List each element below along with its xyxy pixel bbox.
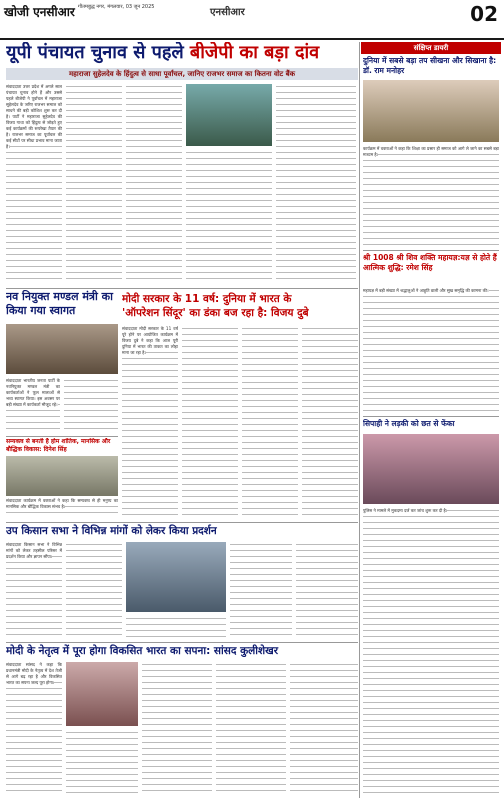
story4-body-text: संवाददाता मोदी सरकार के 11 वर्ष पूरे होने पर आयोजित कार्यक्रम में विजय दुबे ने कहा कि आज पूरी दुनिया में भारत की ताकत का लोहा माना जा रहा है।: [122, 326, 178, 355]
rule-1: [6, 288, 358, 289]
section-name: एनसीआर: [210, 7, 245, 18]
story5-body-col1: [6, 542, 62, 638]
sidebar-body-3: [363, 508, 499, 796]
sidebar-body-3-text: पुलिस ने मामले में मुकदमा दर्ज कर जांच शुरू कर दी है।: [363, 508, 448, 513]
story5-body-col3: [126, 616, 226, 638]
lead-headline: [6, 42, 358, 64]
story6-body-col1: [6, 662, 62, 796]
story4-body-col2: [182, 326, 238, 518]
story4-headline-b: 'ऑपरेशन सिंदूर' का डंका बज रहा है: विजय दुबे: [122, 307, 309, 319]
sidebar-rule: [359, 42, 360, 798]
lead-headline-b: बीजेपी का बड़ा दांव: [189, 42, 320, 63]
story3-body: [6, 498, 118, 518]
lead-body-col3: [126, 84, 182, 284]
story6-headline: मोदी के नेतृत्व में पूरा होगा विकसित भारत का सपना: सांसद कुलीशेखर: [6, 645, 278, 657]
story4-body-col1: [122, 326, 178, 518]
story2-body-text: संवाददाता भारतीय जनता पार्टी के नवनियुक्त मण्डल मंत्री का कार्यकर्ताओं ने फूल मालाओं से भव्य स्वागत किया। इस अवसर पर बड़ी संख्या में कार्यकर्ता मौजूद रहे।: [6, 378, 60, 407]
story5-body-col4: [230, 542, 292, 638]
story2-headline: नव नियुक्त मण्डल मंत्री का किया गया स्वागत: [6, 290, 113, 317]
story3-headline-a: सम्यक्त्व से बनती है होम शांतिक,: [6, 438, 79, 445]
sidebar-photo-1: [363, 80, 499, 142]
story6-body-col2: [66, 730, 138, 796]
story3-headline: [6, 438, 118, 455]
sidebar-photo-2: [363, 434, 499, 504]
masthead: [0, 0, 504, 40]
sidebar-rule-1: [363, 250, 499, 251]
lead-body-col2: [66, 84, 122, 284]
story6-photo: [66, 662, 138, 726]
sidebar-rule-2: [363, 416, 499, 417]
lead-subhead: महाराजा सुहेलदेव के हिंदुत्व से साधा पूर्वांचल, जानिए राजभर समाज का कितना वोट बैंक: [6, 68, 358, 80]
story4-body-col4: [302, 326, 358, 518]
edition-line: गौतमबुद्ध नगर, मंगलवार, 03 जून 2025: [78, 4, 155, 10]
sidebar-body-1-text: कार्यक्रम में वक्ताओं ने कहा कि शिक्षा का प्रसार ही समाज को आगे ले जाने का सबसे बड़ा माध्यम है।: [363, 146, 499, 157]
sidebar-headline-2: श्री 1008 श्री शिव शक्ति महायज्ञ:यज्ञ से होते हैं आत्मिक शुद्धि: रमेश सिंह: [363, 253, 497, 272]
story2-body-col2: [64, 378, 118, 433]
rule-3: [6, 522, 358, 523]
story3-body-text: संवाददाता कार्यक्रम में वक्ताओं ने कहा कि सम्यक्त्व से ही मनुष्य का मानसिक और बौद्धिक विकास संभव है।: [6, 498, 118, 509]
lead-headline-a: यूपी पंचायत चुनाव से पहले: [6, 42, 190, 63]
lead-photo: [186, 84, 272, 146]
story5-photo: [126, 542, 226, 612]
rule-2: [6, 436, 118, 437]
sidebar-headline-1: दुनिया में सबसे बड़ा तप सीखना और सिखाना है: डॉ. राम मनोहर: [363, 56, 497, 75]
story3-headline-b: मानसिक और बौद्धिक विकास: दिनेश सिंह: [6, 438, 111, 453]
story5-body-text: संवाददाता किसान सभा ने विभिन्न मांगों को लेकर तहसील परिसर में प्रदर्शन किया और ज्ञापन सौंपा।: [6, 542, 62, 559]
story5-body-col2: [66, 542, 122, 638]
brand-name: खोजी एनसीआर: [4, 5, 75, 19]
sidebar-body-2-text: महायज्ञ में बड़ी संख्या में श्रद्धालुओं ने आहुति डाली और सुख समृद्धि की कामना की।: [363, 288, 489, 293]
page-number: 02: [470, 2, 498, 26]
story2-photo: [6, 324, 118, 374]
story5-body-col5: [296, 542, 358, 638]
story4-body-col3: [242, 326, 298, 518]
story2-body-col1: [6, 378, 60, 433]
story6-body-text: संवाददाता सांसद ने कहा कि प्रधानमंत्री मोदी के नेतृत्व में देश तेजी से आगे बढ़ रहा है और विकसित भारत का सपना जल्द पूरा होगा।: [6, 662, 62, 685]
story4-headline: [122, 292, 358, 322]
story6-body-col5: [290, 662, 358, 796]
lead-body-text: संवाददाता उत्तर प्रदेश में अगले साल पंचायत चुनाव होने हैं और उससे पहले बीजेपी ने पूर्वांचल में महाराजा सुहेलदेव के जरिए राजभर समाज को साधने की बड़ी कोशिश शुरू कर दी है। पार्टी ने महाराजा सुहेलदेव की विजय गाथा को हिंदुत्व से जोड़ते हुए कई कार्यक्रमों की रूपरेखा तैयार की है। राजभर समाज का पूर्वांचल की कई सीटों पर सीधा प्रभाव माना जाता है।: [6, 84, 62, 149]
lead-body-col4: [186, 150, 272, 284]
sidebar-headline-3: सिपाही ने लड़की को छत से फेंका: [363, 419, 455, 428]
story6-body-col4: [216, 662, 286, 796]
story4-headline-a: मोदी सरकार के 11 वर्ष: दुनिया में भारत के: [122, 293, 292, 305]
sidebar-body-1: [363, 146, 499, 248]
story6-body-col3: [142, 662, 212, 796]
rule-4: [6, 642, 358, 643]
lead-body-col1: [6, 84, 62, 284]
story5-headline: उप किसान सभा ने विभिन्न मांगों को लेकर किया प्रदर्शन: [6, 525, 217, 537]
lead-body-col5: [276, 84, 356, 284]
sidebar-tag: संक्षिप्त डायरी: [361, 42, 501, 54]
sidebar-body-2: [363, 288, 499, 414]
sidebar: [361, 42, 501, 798]
story3-photo: [6, 456, 118, 496]
